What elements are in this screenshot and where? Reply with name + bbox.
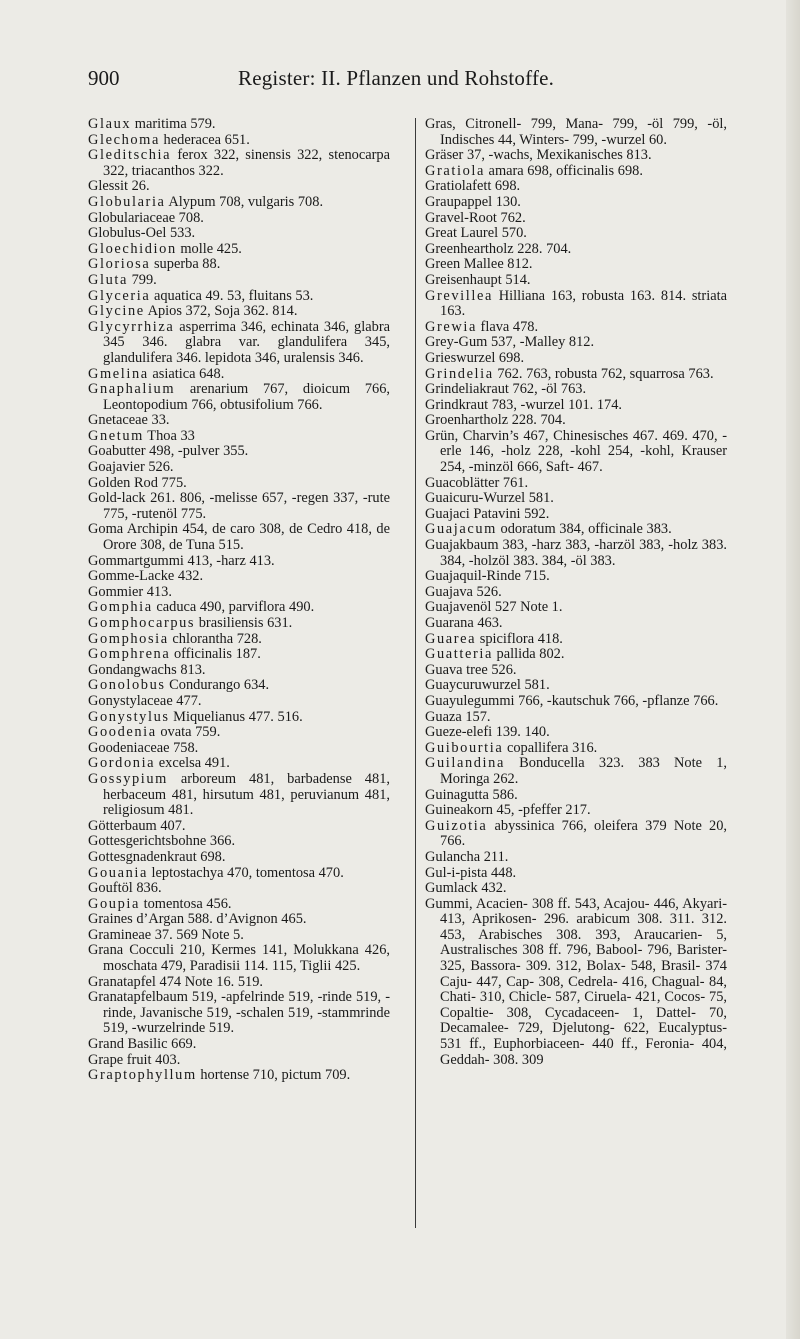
entry-text: Grape fruit 403. xyxy=(88,1051,181,1068)
page-number: 900 xyxy=(88,66,120,90)
entry-text: Grün, Charvin’s 467, Chinesisches 467. 469. 470, -erle 146, -holz 228, -kohl 254, -kohl, Krauser 254, -minzöl 666, Saft- 467. xyxy=(425,427,727,476)
entry-text: Gummi, Acacien- 308 ff. 543, Acajou- 446, Akyari- 413, Aprikosen- 296. arabicum 308. 311. 312. 453, Arabisches 308. 393, Araucarien- 5, Australisches 308 ff. 796, Babool- 796, Barister- 325, Bassora- 309. 312, Bolax- 548, Brasil- 374 Caju- 447, Cap- 308, Cedrela- 416, Chagual- 84, Chati- 310, Chicle- 587, Ciruela- 421, Cocos- 75, Copaltie- 308, Cycadaceen- 1, Dattel- 70, Decamalee- 729, Djelutong- 622, Eucalyptus- 531 ff., Euphorbiaceen- 440 ff., Feronia- 404, Geddah- 308. 309 xyxy=(425,895,727,1068)
entry-text: Globulariaceae 708. xyxy=(88,209,204,226)
index-entry xyxy=(88,912,390,928)
genus-name: Glycine xyxy=(88,303,145,320)
index-entry xyxy=(88,881,390,897)
index-column-right xyxy=(425,117,727,1068)
index-entry xyxy=(425,616,727,632)
page-edge xyxy=(786,0,800,1339)
index-entry xyxy=(88,943,390,974)
entry-text: Graupappel 130. xyxy=(425,193,521,210)
index-entry xyxy=(425,710,727,726)
index-entry xyxy=(425,335,727,351)
entry-text: superba 88. xyxy=(150,256,221,273)
index-entry xyxy=(88,304,390,320)
genus-name: Gonystylus xyxy=(88,708,170,725)
genus-name: Gomphrena xyxy=(88,646,171,663)
entry-text: Gomme-Lacke 432. xyxy=(88,568,204,585)
genus-name: Gmelina xyxy=(88,365,149,382)
entry-text: Gramineae 37. 569 Note 5. xyxy=(88,926,244,943)
index-entry xyxy=(425,211,727,227)
index-entry xyxy=(425,678,727,694)
entry-text: Guajakbaum 383, -harz 383, -harzöl 383, -holz 383. 384, -holzöl 383. 384, -öl 383. xyxy=(425,537,727,569)
entry-text: pallida 802. xyxy=(492,646,565,663)
index-entry xyxy=(88,476,390,492)
genus-name: Guarea xyxy=(425,630,477,647)
index-entry xyxy=(88,1037,390,1053)
index-entry xyxy=(88,148,390,179)
entry-text: Gommier 413. xyxy=(88,583,172,600)
index-entry xyxy=(425,413,727,429)
entry-text: asiatica 648. xyxy=(148,365,225,382)
entry-text: leptostachya 470, tomentosa 470. xyxy=(147,864,344,881)
index-entry xyxy=(88,179,390,195)
entry-text: Gottesgnadenkraut 698. xyxy=(88,848,226,865)
entry-text: Hilliana 163, robusta 163. 814. striata 163. xyxy=(440,287,727,320)
index-entry xyxy=(425,507,727,523)
index-entry xyxy=(425,351,727,367)
index-entry xyxy=(425,647,727,663)
index-entry xyxy=(88,600,390,616)
entry-text: 799. xyxy=(127,271,157,288)
index-entry xyxy=(88,117,390,133)
index-entry xyxy=(425,522,727,538)
entry-text: Gul-i-pista 448. xyxy=(425,864,517,881)
entry-text: Guaycuruwurzel 581. xyxy=(425,677,550,694)
index-entry xyxy=(425,663,727,679)
index-entry xyxy=(88,460,390,476)
genus-name: Gratiola xyxy=(425,162,485,179)
index-entry xyxy=(425,117,727,148)
genus-name: Gossypium xyxy=(88,770,168,787)
entry-text: hortense 710, pictum 709. xyxy=(196,1067,351,1084)
index-entry xyxy=(88,429,390,445)
index-entry xyxy=(88,289,390,305)
index-entry xyxy=(425,226,727,242)
index-entry xyxy=(425,242,727,258)
entry-text: Grindeliakraut 762, -öl 763. xyxy=(425,381,587,398)
index-entry xyxy=(88,367,390,383)
index-entry xyxy=(425,569,727,585)
entry-text: Guaza 157. xyxy=(425,708,491,725)
entry-text: abyssinica 766, oleifera 379 Note 20, 766. xyxy=(440,817,727,850)
entry-text: Glessit 26. xyxy=(88,178,150,195)
entry-text: Gnetaceae 33. xyxy=(88,412,170,429)
index-entry xyxy=(88,866,390,882)
entry-text: hederacea 651. xyxy=(159,131,250,148)
entry-text: Gras, Citronell- 799, Mana- 799, -öl 799, -öl, Indisches 44, Winters- 799, -wurzel 60. xyxy=(425,116,727,148)
entry-text: Gonystylaceae 477. xyxy=(88,692,202,709)
entry-text: molle 425. xyxy=(176,240,242,257)
entry-text: Greenheartholz 228. 704. xyxy=(425,240,572,257)
index-entry xyxy=(425,398,727,414)
genus-name: Gluta xyxy=(88,271,128,288)
entry-text: aquatica 49. 53, fluitans 53. xyxy=(150,287,314,304)
genus-name: Gomphocarpus xyxy=(88,615,196,631)
genus-name: Gordonia xyxy=(88,755,156,772)
entry-text: Guajavenöl 527 Note 1. xyxy=(425,599,563,616)
genus-name: Glycyrrhiza xyxy=(88,318,175,335)
entry-text: Goma Archipin 454, de caro 308, de Cedro 418, de Orore 308, de Tuna 515. xyxy=(88,521,390,554)
index-entry xyxy=(88,678,390,694)
index-entry xyxy=(88,585,390,601)
index-entry xyxy=(88,211,390,227)
page-header xyxy=(88,66,680,96)
entry-text: Goajavier 526. xyxy=(88,459,174,476)
index-entry xyxy=(425,725,727,741)
genus-name: Glaux xyxy=(88,116,132,132)
entry-text: Guineakorn 45, -pfeffer 217. xyxy=(425,802,591,819)
genus-name: Gleditschia xyxy=(88,147,172,164)
entry-text: copallifera 316. xyxy=(503,739,598,756)
index-entry xyxy=(88,834,390,850)
entry-text: Gumlack 432. xyxy=(425,880,507,897)
entry-text: Guacoblätter 761. xyxy=(425,474,529,491)
index-entry xyxy=(425,756,727,787)
genus-name: Guajacum xyxy=(425,521,497,538)
entry-text: Green Mallee 812. xyxy=(425,256,533,273)
entry-text: Bonducella 323. 383 Note 1, Moringa 262. xyxy=(440,755,727,787)
index-entry xyxy=(88,226,390,242)
index-entry xyxy=(425,289,727,320)
index-entry xyxy=(88,1053,390,1069)
entry-text: Condurango 634. xyxy=(165,677,270,694)
index-entry xyxy=(88,413,390,429)
index-entry xyxy=(425,897,727,1069)
genus-name: Gomphia xyxy=(88,599,153,616)
index-entry xyxy=(88,133,390,149)
entry-text: arboreum 481, barbadense 481, herbaceum 481, hirsutum 481, peruvianum 481, religiosum 481. xyxy=(103,770,390,819)
entry-text: odoratum 384, officinale 383. xyxy=(496,521,672,538)
entry-text: Alypum 708, vulgaris 708. xyxy=(165,193,324,210)
genus-name: Guizotia xyxy=(425,817,488,834)
running-title: Register: II. Pflanzen und Rohstoffe. xyxy=(238,66,555,90)
entry-text: flava 478. xyxy=(476,318,539,335)
index-entry xyxy=(88,928,390,944)
index-entry xyxy=(88,632,390,648)
entry-text: 762. 763, robusta 762, squarrosa 763. xyxy=(493,365,714,382)
entry-text: Gommartgummi 413, -harz 413. xyxy=(88,552,275,569)
index-entry xyxy=(88,1068,390,1084)
entry-text: officinalis 187. xyxy=(170,646,261,663)
entry-text: amara 698, officinalis 698. xyxy=(484,162,643,179)
entry-text: Gräser 37, -wachs, Mexikanisches 813. xyxy=(425,147,652,164)
index-entry xyxy=(88,990,390,1037)
entry-text: Guayulegummi 766, -kautschuk 766, -pflanze 766. xyxy=(425,692,719,709)
entry-text: Gratiolafett 698. xyxy=(425,178,521,195)
index-entry xyxy=(425,164,727,180)
genus-name: Gnaphalium xyxy=(88,381,176,398)
entry-text: Grana Cocculi 210, Kermes 141, Molukkana 426, moschata 479, Paradisii 114. 115, Tiglii 425. xyxy=(88,942,390,975)
entry-text: Grey-Gum 537, -Malley 812. xyxy=(425,334,595,351)
index-entry xyxy=(425,585,727,601)
index-column-left xyxy=(88,117,390,1084)
index-entry xyxy=(88,242,390,258)
index-entry xyxy=(88,647,390,663)
entry-text: Granatapfelbaum 519, -apfelrinde 519, -rinde 519, -rinde, Javanische 519, -schalen 519, -stammrinde 519, -wurzelrinde 519. xyxy=(88,989,390,1037)
index-entry xyxy=(88,257,390,273)
genus-name: Graptophyllum xyxy=(88,1067,197,1084)
column-divider xyxy=(415,118,416,1228)
index-entry xyxy=(425,148,727,164)
index-entry xyxy=(88,694,390,710)
entry-text: Gravel-Root 762. xyxy=(425,209,526,226)
index-entry xyxy=(88,616,390,632)
entry-text: Graines d’Argan 588. d’Avignon 465. xyxy=(88,911,307,928)
index-entry xyxy=(88,569,390,585)
genus-name: Gnetum xyxy=(88,427,144,444)
entry-text: Gulancha 211. xyxy=(425,848,509,865)
entry-text: Gottesgerichtsbohne 366. xyxy=(88,833,236,850)
entry-text: Grand Basilic 669. xyxy=(88,1036,197,1053)
genus-name: Grevillea xyxy=(425,287,493,304)
index-entry xyxy=(425,491,727,507)
entry-text: Great Laurel 570. xyxy=(425,225,527,242)
entry-text: Guajava 526. xyxy=(425,583,502,600)
entry-text: brasiliensis 631. xyxy=(195,615,293,631)
index-entry xyxy=(425,429,727,476)
entry-text: chlorantha 728. xyxy=(168,630,262,647)
index-entry xyxy=(88,725,390,741)
index-entry xyxy=(425,273,727,289)
entry-text: Grindkraut 783, -wurzel 101. 174. xyxy=(425,396,623,413)
entry-text: excelsa 491. xyxy=(155,755,230,772)
index-entry xyxy=(88,195,390,211)
genus-name: Grindelia xyxy=(425,365,494,382)
genus-name: Guatteria xyxy=(425,646,493,663)
entry-text: Guaicuru-Wurzel 581. xyxy=(425,490,554,507)
index-entry xyxy=(425,694,727,710)
entry-text: Götterbaum 407. xyxy=(88,817,186,834)
index-entry xyxy=(425,819,727,850)
index-entry xyxy=(88,522,390,553)
entry-text: Miquelianus 477. 516. xyxy=(169,708,303,725)
index-entry xyxy=(425,803,727,819)
index-entry xyxy=(88,710,390,726)
index-entry xyxy=(425,538,727,569)
index-entry xyxy=(425,850,727,866)
index-entry xyxy=(88,663,390,679)
genus-name: Grewia xyxy=(425,318,477,335)
genus-name: Gloechidion xyxy=(88,240,177,257)
index-entry xyxy=(88,756,390,772)
index-entry xyxy=(425,741,727,757)
entry-text: Guava tree 526. xyxy=(425,661,517,678)
index-entry xyxy=(425,257,727,273)
entry-text: Gold-lack 261. 806, -melisse 657, -regen 337, -rute 775, -rutenöl 775. xyxy=(88,490,390,522)
entry-text: Groenhartholz 228. 704. xyxy=(425,412,566,429)
index-entry xyxy=(425,632,727,648)
genus-name: Gomphosia xyxy=(88,630,169,647)
index-entry xyxy=(88,741,390,757)
index-entry xyxy=(88,975,390,991)
genus-name: Guilandina xyxy=(425,755,505,772)
index-entry xyxy=(88,897,390,913)
index-entry xyxy=(425,320,727,336)
index-entry xyxy=(425,866,727,882)
entry-text: Granatapfel 474 Note 16. 519. xyxy=(88,973,264,990)
index-entry xyxy=(425,600,727,616)
entry-text: Gondangwachs 813. xyxy=(88,661,206,678)
entry-text: Golden Rod 775. xyxy=(88,474,187,491)
entry-text: ovata 759. xyxy=(156,724,221,741)
entry-text: ferox 322, sinensis 322, stenocarpa 322, triacanthos 322. xyxy=(103,147,390,179)
index-entry xyxy=(425,881,727,897)
entry-text: Goodeniaceae 758. xyxy=(88,739,199,756)
index-entry xyxy=(425,195,727,211)
genus-name: Globularia xyxy=(88,193,166,210)
genus-name: Gloriosa xyxy=(88,256,151,273)
entry-text: arenarium 767, dioicum 766, Leontopodium 766, obtusifolium 766. xyxy=(103,381,390,413)
entry-text: Grieswurzel 698. xyxy=(425,349,525,366)
genus-name: Glyceria xyxy=(88,287,151,304)
genus-name: Goodenia xyxy=(88,724,157,741)
index-entry xyxy=(425,788,727,804)
entry-text: maritima 579. xyxy=(131,116,216,132)
entry-text: Gouftöl 836. xyxy=(88,880,162,897)
entry-text: Goabutter 498, -pulver 355. xyxy=(88,443,249,460)
index-entry xyxy=(88,273,390,289)
entry-text: tomentosa 456. xyxy=(139,895,232,912)
index-entry xyxy=(88,382,390,413)
index-entry xyxy=(425,367,727,383)
entry-text: Guajaci Patavini 592. xyxy=(425,505,550,522)
genus-name: Guibourtia xyxy=(425,739,504,756)
index-entry xyxy=(88,491,390,522)
index-entry xyxy=(88,772,390,819)
entry-text: Guarana 463. xyxy=(425,615,503,631)
entry-text: Guinagutta 586. xyxy=(425,786,518,803)
index-entry xyxy=(88,554,390,570)
entry-text: asperrima 346, echinata 346, glabra 345 346. glabra var. glandulifera 345, glandulifera 346. lepidota 346, uralensis 346. xyxy=(103,318,390,366)
index-entry xyxy=(88,320,390,367)
index-entry xyxy=(88,850,390,866)
entry-text: Gueze-elefi 139. 140. xyxy=(425,724,550,741)
entry-text: caduca 490, parviflora 490. xyxy=(152,599,315,616)
entry-text: Apios 372, Soja 362. 814. xyxy=(144,303,298,320)
index-entry xyxy=(425,382,727,398)
genus-name: Gouania xyxy=(88,864,148,881)
entry-text: Globulus-Oel 533. xyxy=(88,225,196,242)
index-entry xyxy=(425,476,727,492)
entry-text: Greisenhaupt 514. xyxy=(425,271,531,288)
genus-name: Gonolobus xyxy=(88,677,166,694)
genus-name: Glechoma xyxy=(88,131,160,148)
entry-text: Guajaquil-Rinde 715. xyxy=(425,568,550,585)
entry-text: spiciflora 418. xyxy=(476,630,563,647)
index-entry xyxy=(425,179,727,195)
index-entry xyxy=(88,819,390,835)
genus-name: Goupia xyxy=(88,895,140,912)
index-entry xyxy=(88,444,390,460)
entry-text: Thoa 33 xyxy=(143,427,195,444)
